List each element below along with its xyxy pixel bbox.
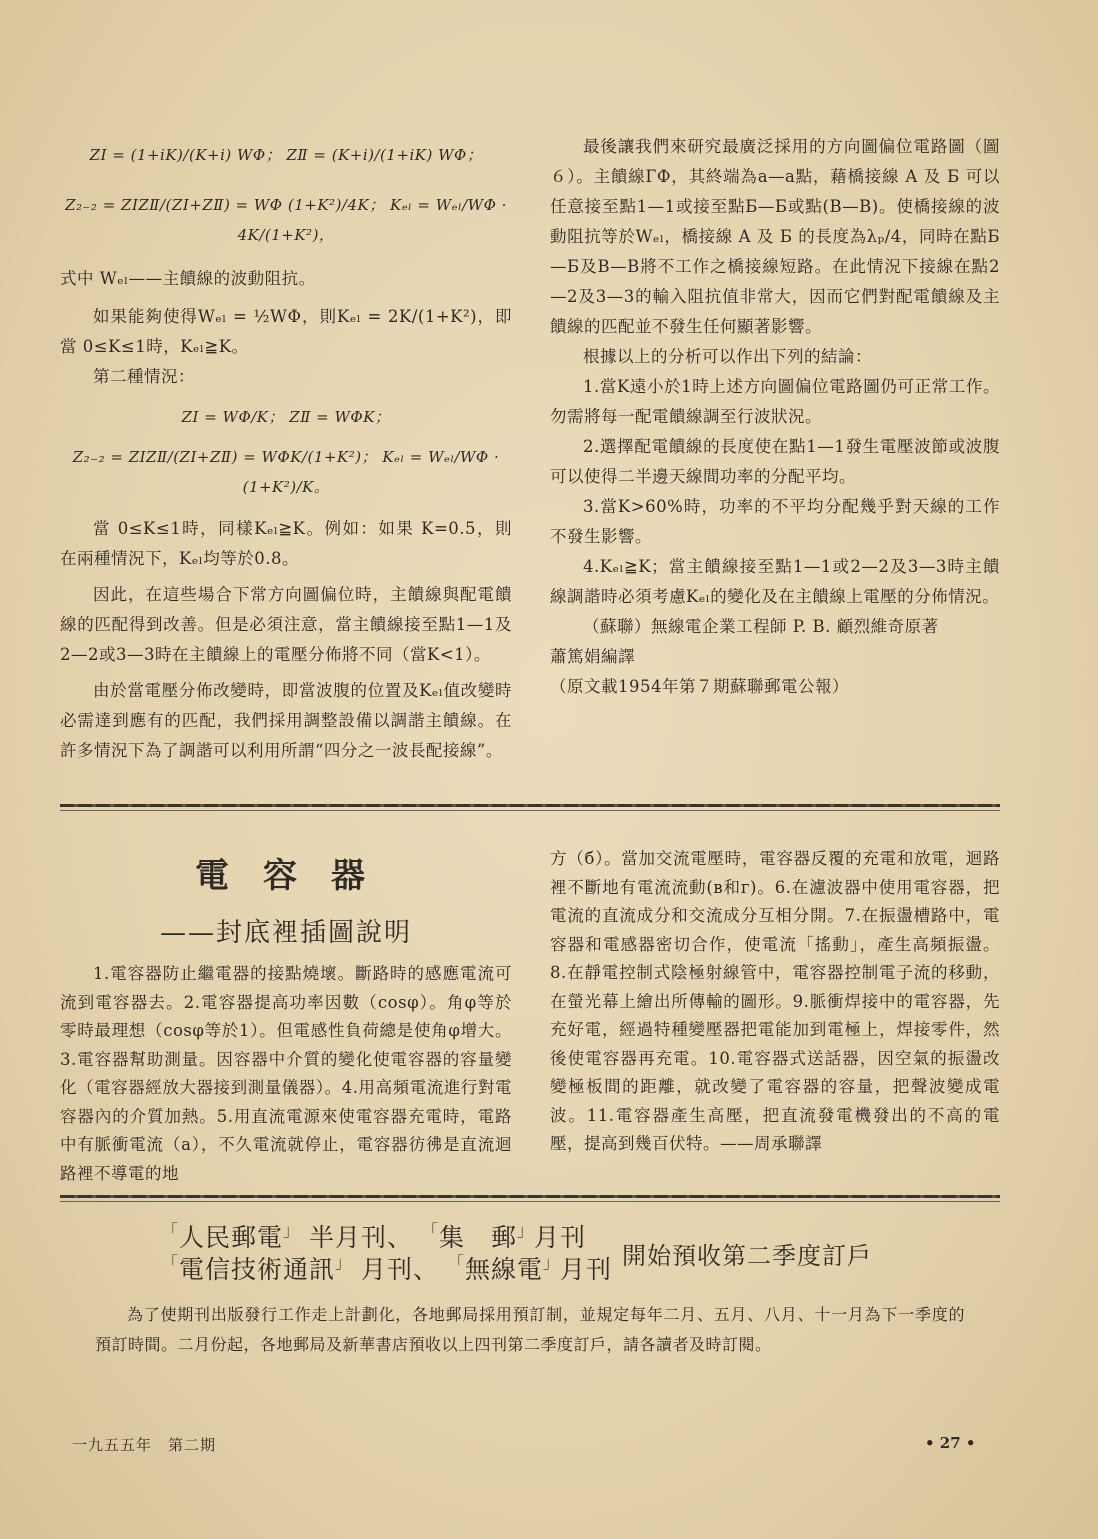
announcement-line-2: 「電信技術通訊」 月刊、 「無線電」月刊 xyxy=(162,1253,613,1284)
formula-1: ZⅠ = (1+iK)/(K+i) WΦ； ZⅡ = (K+i)/(1+iK) WΦ； xyxy=(89,146,483,164)
paragraph-definition: 式中 Wₑₗ——主饋線的波動阻抗。 xyxy=(60,269,316,288)
magazine-wuxiandian: 無線電 xyxy=(464,1255,543,1284)
issue-label: 一九五五年 第二期 xyxy=(72,1436,217,1454)
formula-2: Z₂₋₂ = ZⅠZⅡ/(ZⅠ+ZⅡ) = WΦ (1+K²)/4K； Kₑₗ = Wₑₗ/WΦ · 4K/(1+K²)， xyxy=(65,196,507,244)
paragraph-example: 當 0≤K≤1時，同樣Kₑₗ≧K。例如：如果 K=0.5，則在兩種情況下，Kₑₗ均等於0.8。 xyxy=(60,519,512,568)
formula-4: Z₂₋₂ = ZⅠZⅡ/(ZⅠ+ZⅡ) = WΦK/(1+K²)； Kₑₗ = Wₑₗ/WΦ · (1+K²)/K。 xyxy=(72,448,500,496)
conclusion-2: 2.選擇配電饋線的長度使在點1—1發生電壓波節或波腹可以使得二半邊天線間功率的分配平均。 xyxy=(550,437,1000,486)
paragraph-tuning: 由於當電壓分佈改變時，即當波腹的位置及Kₑₗ值改變時必需達到應有的匹配，我們採用調整設備以調諧主饋線。在許多情況下為了調諧可以利用所謂“四分之一波長配接線”。 xyxy=(60,681,512,760)
announcement-headline: 開始預收第二季度訂戶 xyxy=(622,1242,872,1270)
conclusion-4: 4.Kₑₗ≧K；當主饋線接至點1—1或2—2及3—3時主饋線調諧時必須考慮Kₑₗ的變化及在主饋線上電壓的分佈情況。 xyxy=(550,557,1000,606)
magazine-jiyou: 集 郵 xyxy=(438,1223,517,1252)
right-column xyxy=(550,132,1000,702)
page-number: • 27 • xyxy=(925,1434,976,1452)
author-credit: （蘇聯）無線電企業工程師 P. B. 顧烈維奇原著 xyxy=(583,617,939,636)
conclusion-1: 1.當K遠小於1時上述方向圖偏位電路圖仍可正常工作。勿需將每一配電饋線調至行波狀況。 xyxy=(550,377,1000,426)
paragraph-conclusion-intro: 根據以上的分析可以作出下列的結論： xyxy=(583,347,872,366)
capacitor-left-text xyxy=(60,960,512,1188)
source-credit: （原文載1954年第７期蘇聯郵電公報） xyxy=(550,677,849,696)
magazine-renmin-youdian: 人民郵電 xyxy=(179,1223,284,1252)
capacitor-paragraph-right: 方（б）。當加交流電壓時，電容器反覆的充電和放電，迴路裡不斷地有電流流動(в和г)。6.在濾波器中使用電容器，把電流的直流成分和交流成分互相分開。7.在振盪槽路中，電容器和電感器密切合作，使電流「搖動」，產生高頻振盪。8.在靜電控制式陰極射線管中，電容器控制電子流的移動，在螢光幕上繪出所傳輸的圖形。9.脈衝焊接中的電容器，先充好電，經過特種變壓器把電能加到電極上，焊接零件，然後使電容器再充電。10.電容器式送話器，因空氣的振盪改變極板間的距離，就改變了電容器的容量，把聲波變成電波。11.電容器產生高壓，把直流發電機發出的不高的電壓，提高到幾百伏特。——周承聯譯 xyxy=(550,849,1000,1153)
announcement-divider xyxy=(60,1195,1000,1198)
announcement-text: 為了使期刊出版發行工作走上計劃化，各地郵局採用預訂制，並規定每年二月、五月、八月、十一月為下一季度的預訂時間。二月份起，各地郵局及新華書店預收以上四刊第二季度訂戶，請各讀者及時訂閱。 xyxy=(95,1305,965,1354)
paragraph-condition: 如果能夠使得Wₑₗ = ½WΦ，則Kₑₗ = 2K/(1+K²)，即當 0≤K≤1時，Kₑₗ≧K。 xyxy=(60,307,512,356)
paragraph-direction-circuit: 最後讓我們來研究最廣泛採用的方向圖偏位電路圖（圖６）。主饋線ГФ，其終端為a—a點，藉橋接線 A 及 Б 可以任意接至點1—1或接至點Б—Б或點(В—В)。使橋接線的波動阻抗等於Wₑₗ，橋接線 A 及 Б 的長度為λₚ/4，同時在點Б—Б及В—В將不工作之橋接線短路。在此情況下接線在點2—2及3—3的輸入阻抗值非常大，因而它們對配電饋線及主饋線的匹配並不發生任何顯著影響。 xyxy=(550,137,1000,336)
article-title: 電容器 xyxy=(195,856,399,896)
magazine-dianxin: 電信技術通訊 xyxy=(179,1255,336,1284)
section-divider xyxy=(60,804,1000,807)
formula-3: ZⅠ = WΦ/K； ZⅡ = WΦK； xyxy=(181,408,391,426)
section-divider-thin xyxy=(60,810,1000,811)
announcement-line-1: 「人民郵電」 半月刊、 「集 郵」月刊 xyxy=(162,1221,587,1252)
announcement-divider-thin xyxy=(60,1201,1000,1202)
announcement-body xyxy=(95,1300,965,1360)
conclusion-3: 3.當K>60%時，功率的不平均分配幾乎對天線的工作不發生影響。 xyxy=(550,497,1000,546)
capacitor-paragraph-left: 1.電容器防止繼電器的接點燒壞。斷路時的感應電流可流到電容器去。2.電容器提高功率因數（cosφ）。角φ等於零時最理想（cosφ等於1）。但電感性負荷總是使角φ增大。3.電容器幫助測量。因容器中介質的變化使電容器的容量變化（電容器經放大器接到測量儀器）。4.用高頻電流進行對電容器內的介質加熱。5.用直流電源來使電容器充電時，電路中有脈衝電流（a），不久電流就停止，電容器彷彿是直流迴路裡不導電的地 xyxy=(60,964,512,1183)
article-subtitle: ——封底裡插圖說明 xyxy=(160,918,413,948)
capacitor-right-text xyxy=(550,845,1000,1159)
translator-credit: 蕭篤娟編譯 xyxy=(550,647,635,666)
paragraph-therefore: 因此，在這些場合下常方向圖偏位時，主饋線與配電饋線的匹配得到改善。但是必須注意，當主饋線接至點1—1及2—2或3—3時在主饋線上的電壓分佈將不同（當K<1）。 xyxy=(60,585,512,664)
left-column xyxy=(60,140,512,766)
paragraph-second-case: 第二種情況： xyxy=(93,367,195,386)
